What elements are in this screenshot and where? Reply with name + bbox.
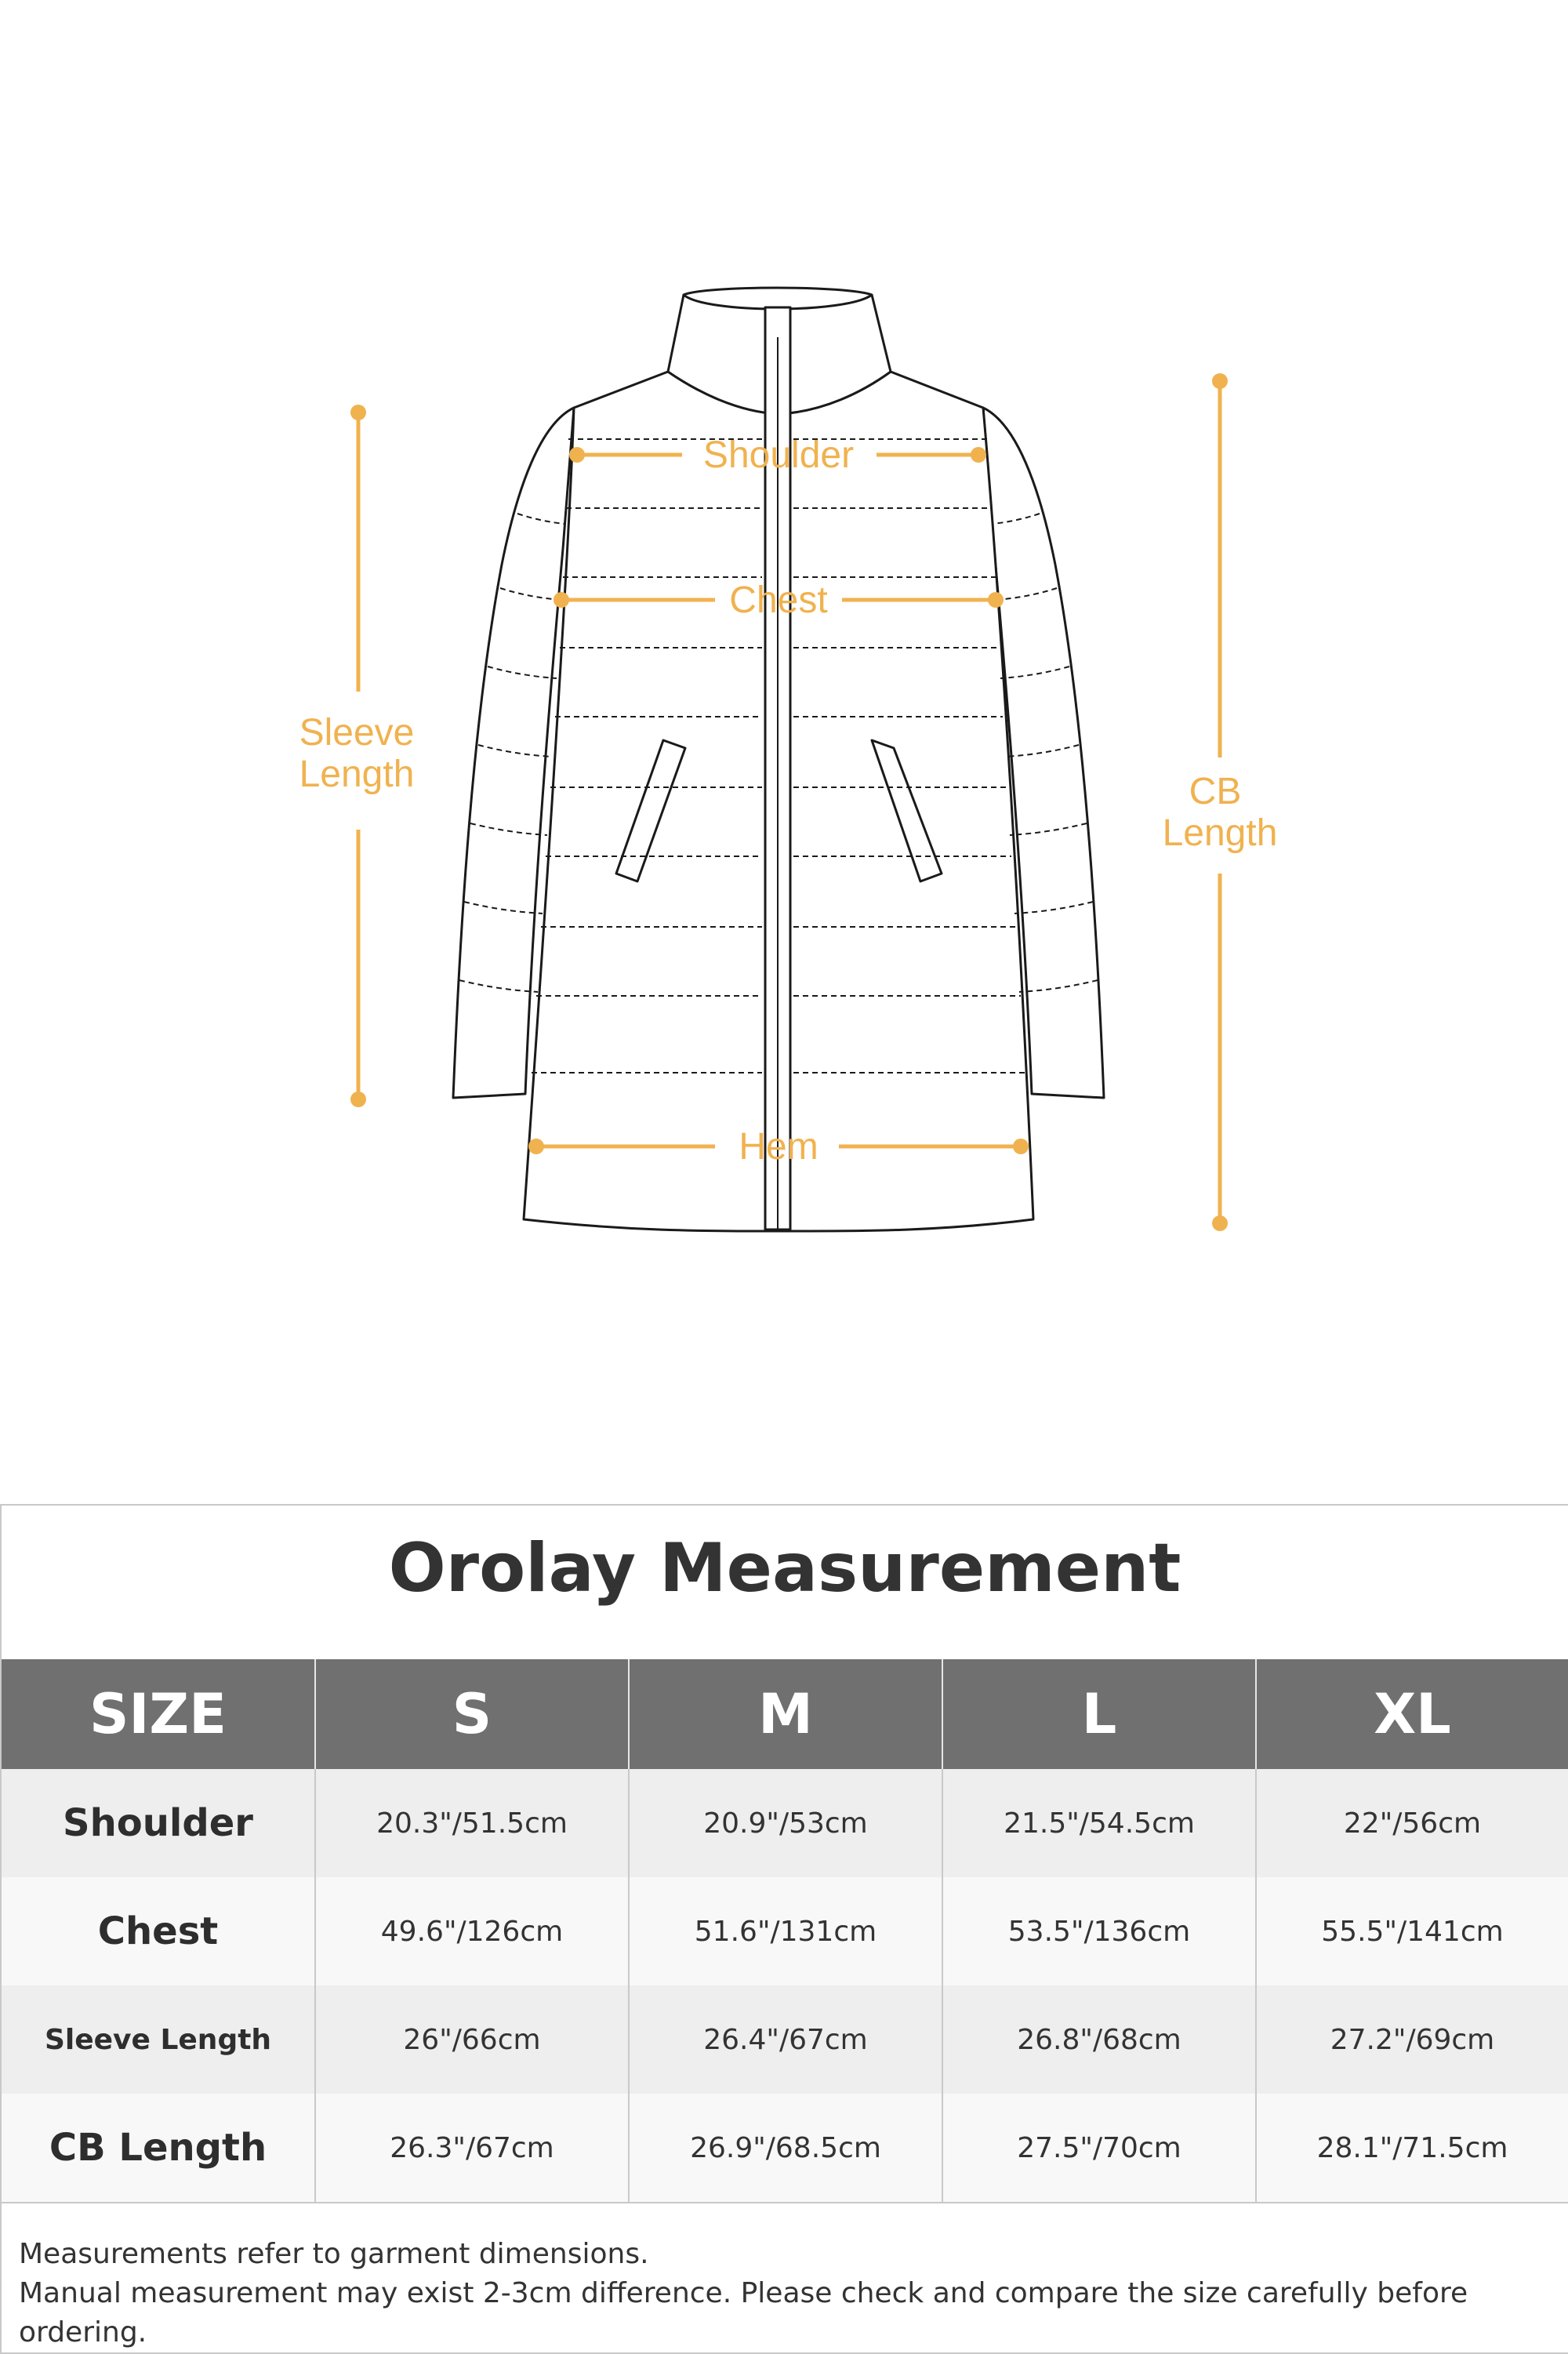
size-table: [2, 1659, 1568, 2203]
table-cell: 22"/56cm: [1256, 1769, 1568, 1877]
cb-length-label-line1: CB: [1189, 771, 1242, 812]
table-cell: 26.8"/68cm: [942, 1985, 1256, 2094]
table-row: [2, 1769, 1568, 1877]
header-s: S: [315, 1659, 629, 1769]
hem-label: Hem: [739, 1126, 818, 1168]
header-size: SIZE: [2, 1659, 315, 1769]
table-cell: 28.1"/71.5cm: [1256, 2094, 1568, 2203]
header-l: L: [942, 1659, 1256, 1769]
table-cell: 55.5"/141cm: [1256, 1877, 1568, 1985]
table-cell: 53.5"/136cm: [942, 1877, 1256, 1985]
sleeve-length-measure: [299, 405, 415, 1107]
table-row: [2, 2094, 1568, 2203]
measurement-notes: [19, 2235, 1568, 2352]
table-cell: 49.6"/126cm: [315, 1877, 629, 1985]
table-cell: 26.4"/67cm: [629, 1985, 942, 2094]
row-label-cb-length: CB Length: [2, 2094, 315, 2203]
row-label-chest: Chest: [2, 1877, 315, 1985]
chart-title: Orolay Measurement: [388, 1529, 1181, 1607]
table-cell: 26.3"/67cm: [315, 2094, 629, 2203]
header-xl: XL: [1256, 1659, 1568, 1769]
sleeve-length-label-line2: Length: [299, 754, 415, 795]
cb-length-measure: [1163, 373, 1278, 1231]
table-cell: 20.9"/53cm: [629, 1769, 942, 1877]
row-label-sleeve-length: Sleeve Length: [2, 1985, 315, 2094]
table-cell: 27.5"/70cm: [942, 2094, 1256, 2203]
table-cell: 21.5"/54.5cm: [942, 1769, 1256, 1877]
jacket-illustration: [453, 288, 1104, 1231]
size-header-row: [2, 1659, 1568, 1769]
table-row: [2, 1985, 1568, 2094]
header-m: M: [629, 1659, 942, 1769]
note-line: Manual measurement may exist 2-3cm difference. Please check and compare the size carefully before ordering.: [19, 2277, 1468, 2349]
table-cell: 26"/66cm: [315, 1985, 629, 2094]
cb-length-label-line2: Length: [1162, 812, 1278, 854]
table-cell: 26.9"/68.5cm: [629, 2094, 942, 2203]
shoulder-label: Shoulder: [702, 434, 855, 476]
note-line: Measurements refer to garment dimensions.: [19, 2238, 649, 2270]
size-chart: [0, 1504, 1568, 2354]
sleeve-length-label-line1: Sleeve: [299, 712, 415, 754]
row-label-shoulder: Shoulder: [2, 1769, 315, 1877]
table-cell: 51.6"/131cm: [629, 1877, 942, 1985]
chest-label: Chest: [729, 579, 828, 621]
table-cell: 27.2"/69cm: [1256, 1985, 1568, 2094]
table-row: [2, 1877, 1568, 1985]
table-cell: 20.3"/51.5cm: [315, 1769, 629, 1877]
